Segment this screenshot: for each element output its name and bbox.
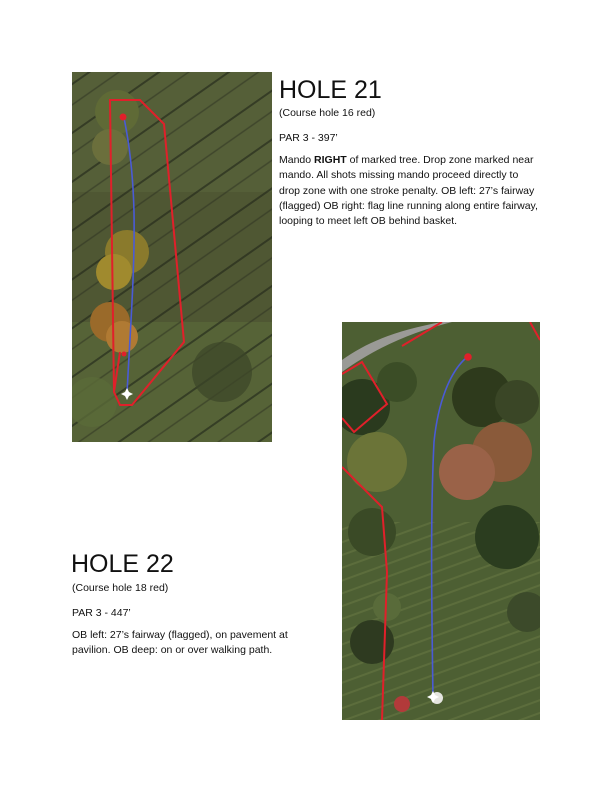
hole-21-description-pre: Mando (279, 154, 315, 166)
hole-22-course-hole: (Course hole 18 red) (72, 582, 169, 594)
hole-21-description-bold: RIGHT (314, 154, 347, 166)
hole-22-aerial-map (342, 322, 540, 720)
hole-21-aerial-map (72, 72, 272, 442)
hole-21-par-distance: PAR 3 - 397’ (279, 132, 338, 144)
hole-22-title: HOLE 22 (71, 550, 174, 578)
hole-22-par-distance: PAR 3 - 447’ (72, 607, 131, 619)
hole-21-course-hole: (Course hole 16 red) (279, 107, 376, 119)
hole-21-description-post: of marked tree. Drop zone marked near mando. All shots missing mando proceed directly to drop zone with one stroke penalty. OB left: 27’s fairway (flagged) OB right: flag line running along entire fairway, looping to meet left OB behind basket. (279, 154, 538, 228)
hole-21-description (279, 153, 541, 229)
hole-22-description: OB left: 27’s fairway (flagged), on pavement at pavilion. OB deep: on or over walking path. (72, 629, 288, 657)
hole-21-title: HOLE 21 (279, 76, 382, 104)
